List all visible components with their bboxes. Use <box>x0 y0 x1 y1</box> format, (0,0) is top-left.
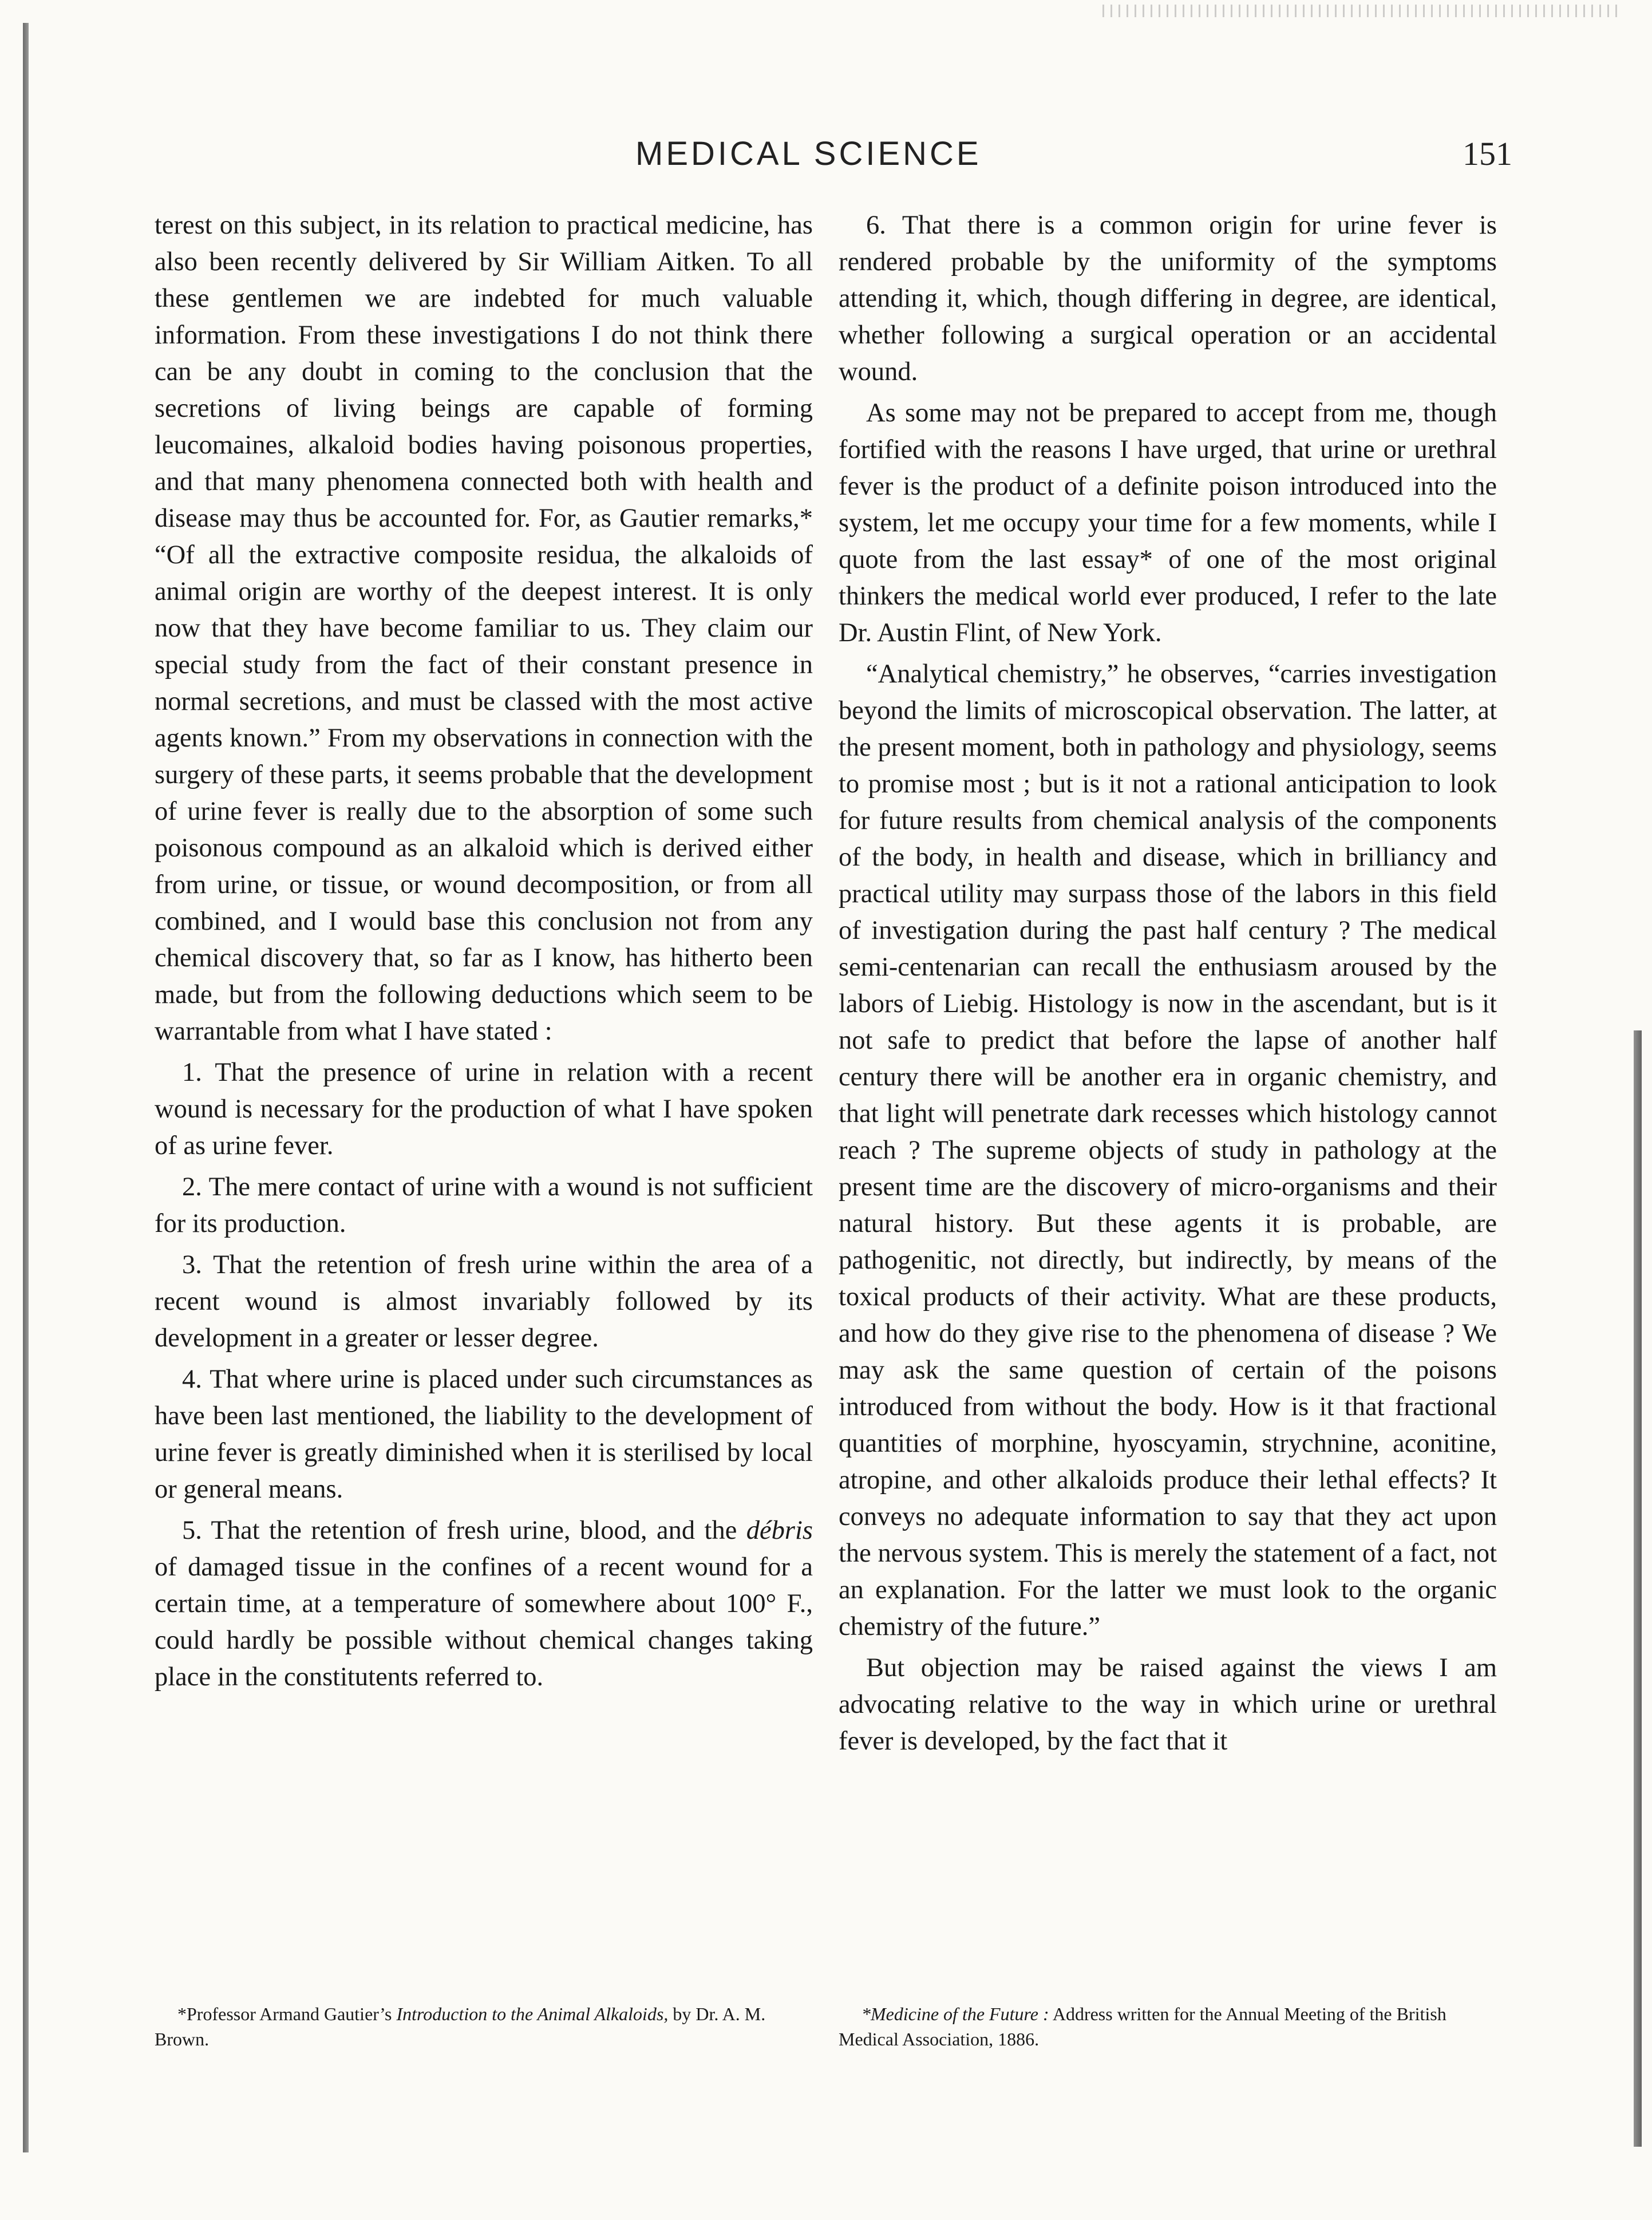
scan-right-edge <box>1634 1030 1642 2147</box>
numbered-item: 3. That the retention of fresh urine within the area of a recent wound is almost invariably followed by its development in a greater or lesser degree. <box>155 1250 813 1353</box>
italic-term: débris <box>746 1516 813 1545</box>
paragraph: terest on this subject, in its relation to practical medicine, has also been recently delivered by Sir William Aitken. To all these gentlemen we are indebted for much valuable information. From these investigations I do not think there can be any doubt in coming to the conclusion that the secretions of living beings are capable of forming leucomaines, alkaloid bodies having poisonous properties, and that many phenomena connected both with health and disease may thus be accounted for. For, as Gautier remarks,* “Of all the extractive composite residua, the alkaloids of animal origin are worthy of the deepest interest. It is only now that they have become familiar to us. They claim our special study from the fact of their constant presence in normal secretions, and must be classed with the most active agents known.” From my observations in connection with the surgery of these parts, it seems probable that the development of urine fever is really due to the absorption of some such poisonous compound as an alkaloid which is derived either from urine, or tissue, or wound decomposition, or from all combined, and I would base this conclusion not from any chemical discovery that, so far as I know, has hitherto been made, but from the following deductions which seem to be warrantable from what I have stated : <box>155 211 813 1046</box>
numbered-item: 4. That where urine is placed under such circumstances as have been last mentioned, the liability to the development of urine fever is greatly diminished when it is sterilised by local or general means. <box>155 1365 813 1504</box>
left-column <box>155 207 813 1696</box>
page-title: MEDICAL SCIENCE <box>635 135 982 172</box>
footnote-title: Introduction to the Animal Alkaloids, <box>396 2004 669 2024</box>
numbered-item: 1. That the presence of urine in relation with a recent wound is necessary for the production of what I have spoken of as urine fever. <box>155 1058 813 1160</box>
numbered-item: 2. The mere contact of urine with a wound is not sufficient for its production. <box>155 1172 813 1238</box>
footnote-left: *Professor Armand Gautier’s Introduction to the Animal Alkaloids, by Dr. A. M. Brown. <box>155 2004 766 2049</box>
paragraph: But objection may be raised against the views I am advocating relative to the way in which urine or urethral fever is developed, by the fact that it <box>839 1653 1497 1756</box>
paragraph: As some may not be prepared to accept from me, though fortified with the reasons I have urged, that urine or urethral fever is the product of a definite poison introduced into the system, let me occupy your time for a few moments, while I quote from the last essay* of one of the most original thinkers the medical world ever produced, I refer to the late Dr. Austin Flint, of New York. <box>839 398 1497 647</box>
scan-noise <box>1102 5 1618 17</box>
numbered-item: 5. That the retention of fresh urine, blood, and the débris of damaged tissue in the confines of a recent wound for a certain time, at a temperature of somewhere about 100° F., could hardly be possible without chemical changes taking place in the constitutents referred to. <box>155 1516 813 1692</box>
footnote-title: *Medicine of the Future : <box>861 2004 1049 2024</box>
footnote-right: *Medicine of the Future : Address written for the Annual Meeting of the British Medical Association, 1886. <box>839 2004 1447 2049</box>
quotation-paragraph: “Analytical chemistry,” he observes, “carries investigation beyond the limits of microscopical observation. The latter, at the present moment, both in pathology and physiology, seems to promise most ; but is it not a rational anticipation to look for future results from chemical analysis of the components of the body, in health and disease, which in brilliancy and practical utility may surpass those of the labors in this field of investigation during the past half century ? The medical semi-centenarian can recall the enthusiasm aroused by the labors of Liebig. Histology is now in the ascendant, but is it not safe to predict that before the lapse of another half century there will be another era in organic chemistry, and that light will penetrate dark recesses which histology cannot reach ? The supreme objects of study in pathology at the present time are the discovery of micro-organisms and their natural history. But these agents it is probable, are pathogenitic, not directly, but indirectly, by means of the toxical products of their activity. What are these products, and how do they give rise to the phenomena of disease ? We may ask the same question of certain of the poisons introduced from without the body. How is it that fractional quantities of morphine, hyoscyamin, strychnine, aconitine, atropine, and other alkaloids produce their lethal effects? It conveys no adequate information to say that they act upon the nervous system. This is merely the statement of a fact, not an explanation. For the latter we must look to the organic chemistry of the future.” <box>839 659 1497 1641</box>
scan-binding-edge <box>23 23 29 2152</box>
right-column <box>839 207 1497 1760</box>
page-number: 151 <box>1463 135 1512 172</box>
numbered-item: 6. That there is a common origin for urine fever is rendered probable by the uniformity of the symptoms attending it, which, though differing in degree, are identical, whether following a surgical operation or an accidental wound. <box>839 211 1497 386</box>
running-head <box>0 135 1652 186</box>
